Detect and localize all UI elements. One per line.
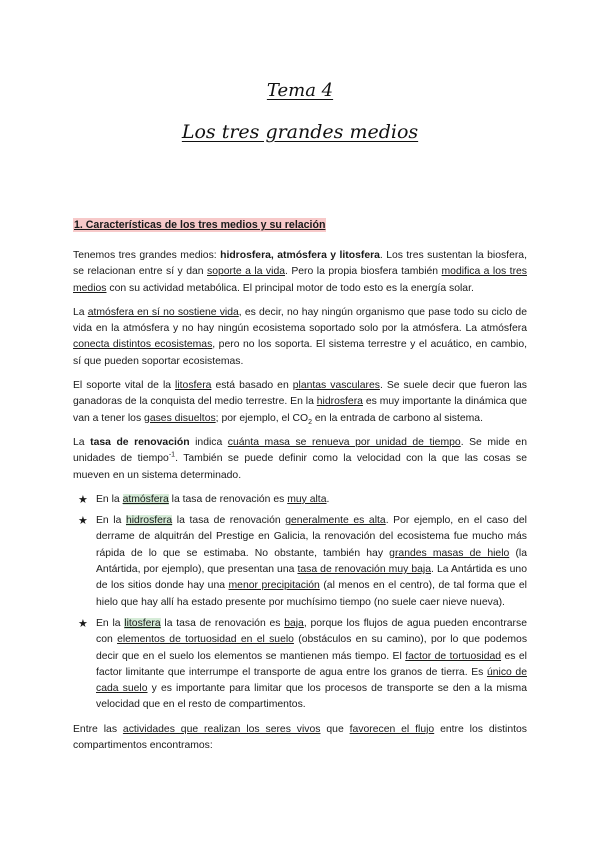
list-item: ★ En la hidrosfera la tasa de renovación generalmente es alta. Por ejemplo, en el caso del derrame de alquitrán del Prestige en Galicia, la renovación del ecosistema fue mucho más rápida de lo que se estimaba. No obstante, también hay grandes masas de hielo (la Antártida, por ejemplo), que presentan una tasa de renovación muy baja. La Antártida es uno de los sitios donde hay una menor precipitación (al menos en el centro), de tal forma que el hielo que hay allí ha estado presente por muchísimo tiempo (no suele caer nieve nueva). [78,515,527,608]
section-heading: 1. Características de los tres medios y su relación [74,219,326,231]
star-bullet-icon: ★ [78,515,88,528]
doc-title: Tema 4 [266,80,334,101]
bullet-list [73,492,527,714]
list-item: ★ En la litosfera la tasa de renovación es baja, porque los flujos de agua pueden encontrarse con elementos de tortuosidad en el suelo (obstáculos en su camino), por lo que podemos decir que en el suelo los elementos se mantienen más tiempo. El factor de tortuosidad es el factor limitante que interrumpe el transporte de agua entre los granos de tierra. Es único de cada suelo y es importante para limitar que los procesos de transporte se den a la misma velocidad que en el resto de compartimentos. [78,617,528,711]
star-bullet-icon: ★ [78,493,88,506]
document-body [73,248,527,762]
paragraph-support: El soporte vital de la litosfera está basado en plantas vasculares. Se suele decir que fueron las ganadoras de la conquista del medio terrestre. En la hidrosfera es muy importante la dinámica que van a tener los gases disueltos; por ejemplo, el $CO_2$ en la entrada de carbono al sistema. [73,380,527,426]
list-item: ★ En la atmósfera la tasa de renovación es muy alta. [73,492,527,508]
star-bullet-icon: ★ [78,617,88,630]
doc-subtitle: Los tres grandes medios [181,121,419,143]
paragraph-atmosphere: La atmósfera en sí no sostiene vida, es decir, no hay ningún organismo que pase todo su ciclo de vida en la atmósfera y no hay ningún ecosistema soportado solo por la atmósfera. La atmósfera conecta distintos ecosistemas, pero no los soporta. El sistema terrestre y el acuático, en cambio, sí que pueden soportar ecosistemas. [73,306,527,367]
paragraph-activities: Entre las actividades que realizan los seres vivos que favorecen el flujo entre los distintos compartimentos encontramos: [73,723,527,752]
paragraph-renewal-rate: La tasa de renovación indica cuánta masa se renueva por unidad de tiempo. Se mide en unidades de tiempo$^{-1}$. También se puede definir como la velocidad con la que las cosas se mueven en un sistema determinado. [73,436,527,481]
paragraph-intro: Tenemos tres grandes medios: hidrosfera, atmósfera y litosfera. Los tres sustentan la biosfera, se relacionan entre sí y dan soporte a la vida. Pero la propia biosfera también modifica a los tres medios con su actividad metabólica. El principal motor de todo esto es la energía solar. [73,250,527,294]
